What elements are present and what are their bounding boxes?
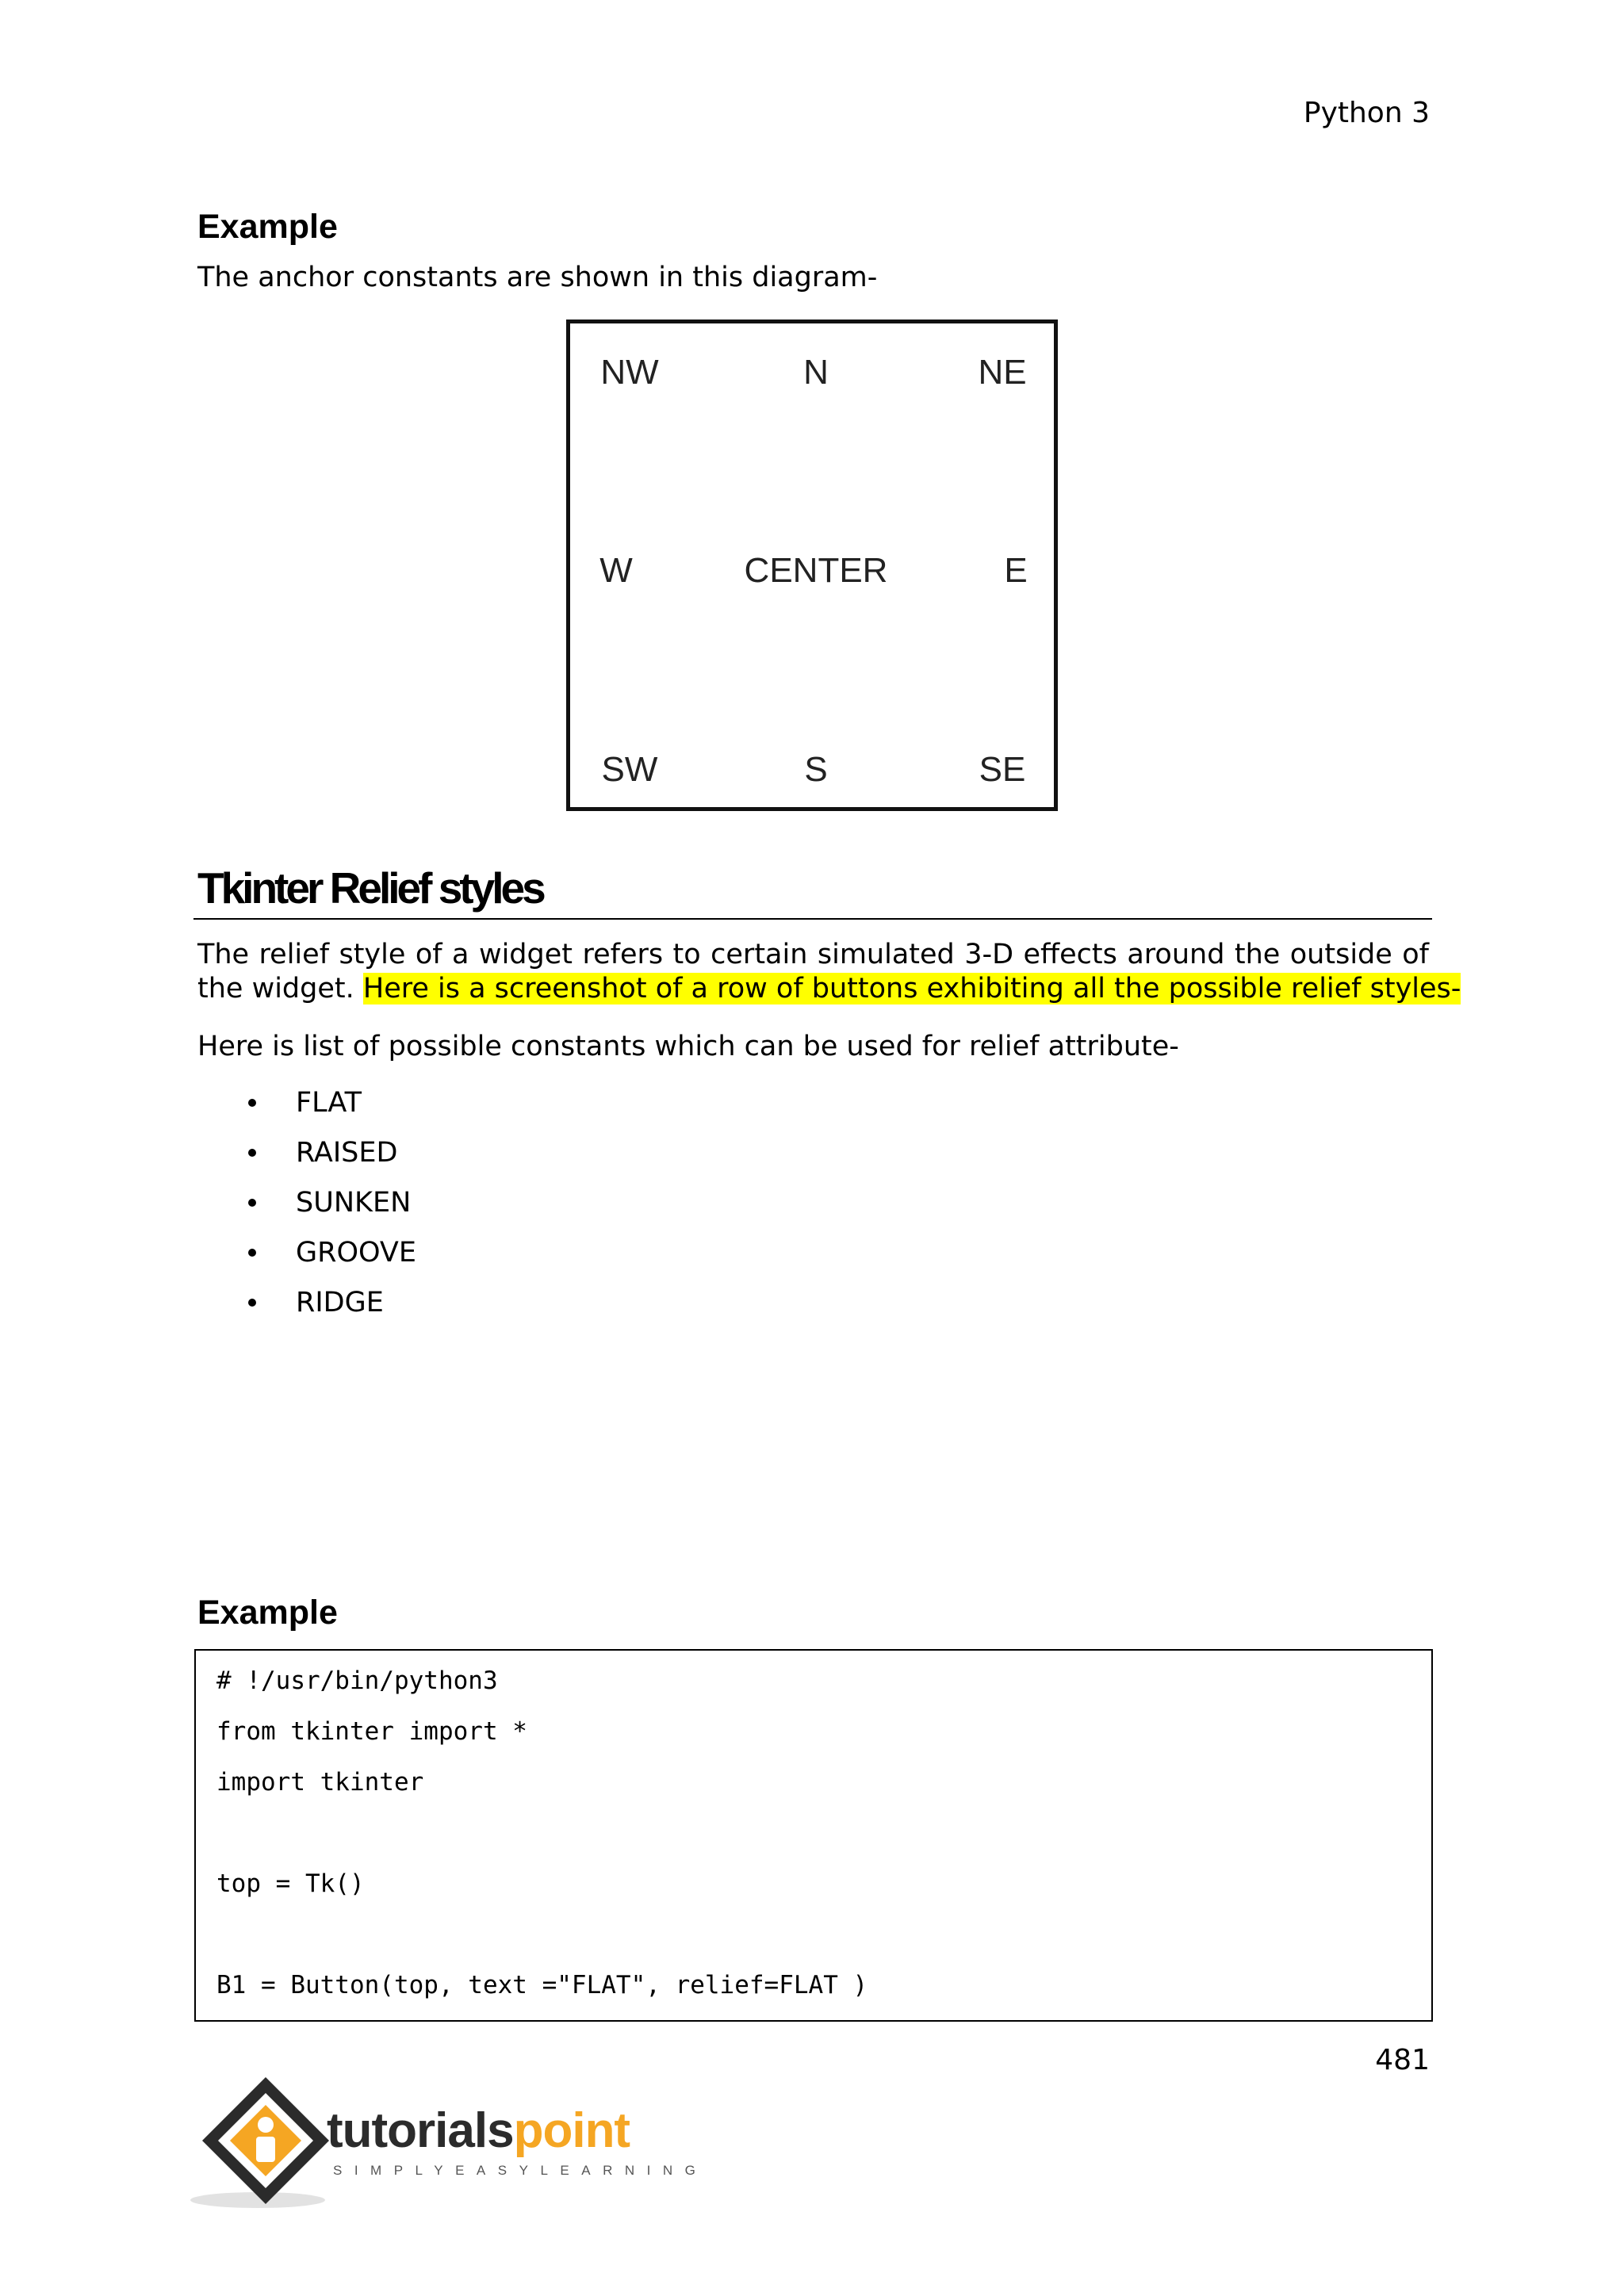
bullet-icon — [248, 1099, 256, 1107]
diagram-intro: The anchor constants are shown in this diagram- — [197, 262, 878, 293]
constants-intro: Here is list of possible constants which can be used for relief attribute- — [197, 1031, 1179, 1062]
code-line: import tkinter — [216, 1768, 424, 1797]
relief-paragraph-prefix: the widget. — [197, 973, 354, 1004]
anchor-label-nw: NW — [600, 353, 659, 392]
anchor-label-sw: SW — [601, 750, 658, 789]
anchor-label-n: N — [803, 353, 829, 392]
page-number: 481 — [1375, 2044, 1430, 2076]
relief-paragraph-line1: The relief style of a widget refers to certain simulated 3-D effects around the outside of — [197, 939, 1429, 970]
code-line: top = Tk() — [216, 1869, 365, 1898]
anchor-label-s: S — [804, 750, 828, 789]
anchor-label-center: CENTER — [744, 551, 888, 590]
code-line: B1 = Button(top, text ="FLAT", relief=FLAT ) — [216, 1971, 868, 1999]
section-title: Tkinter Relief styles — [197, 863, 543, 913]
svg-text:tutorialspoint: tutorialspoint — [327, 2103, 630, 2158]
highlighted-sentence: Here is a screenshot of a row of buttons exhibiting all the possible relief styles- — [362, 973, 1461, 1004]
anchor-label-se: SE — [979, 750, 1026, 789]
bullet-icon — [248, 1199, 256, 1207]
anchor-label-w: W — [599, 551, 633, 590]
relief-paragraph-line2 — [197, 973, 1461, 1004]
example-heading-2: Example — [197, 1594, 338, 1632]
logo-icon — [190, 2073, 708, 2212]
code-line: from tkinter import * — [216, 1717, 527, 1746]
anchor-label-ne: NE — [978, 353, 1027, 392]
code-block — [194, 1649, 1433, 2022]
running-header: Python 3 — [1303, 97, 1430, 129]
bullet-icon — [248, 1149, 256, 1157]
code-line: # !/usr/bin/python3 — [216, 1667, 498, 1695]
svg-text:SIMPLYEASYLEARNING: SIMPLYEASYLEARNING — [333, 2163, 708, 2178]
example-heading-1: Example — [197, 208, 338, 246]
bullet-icon — [248, 1299, 256, 1307]
tutorialspoint-logo — [190, 2073, 708, 2212]
anchor-diagram — [566, 320, 1058, 811]
bullet-icon — [248, 1249, 256, 1257]
section-divider — [193, 918, 1432, 920]
anchor-label-e: E — [1004, 551, 1028, 590]
